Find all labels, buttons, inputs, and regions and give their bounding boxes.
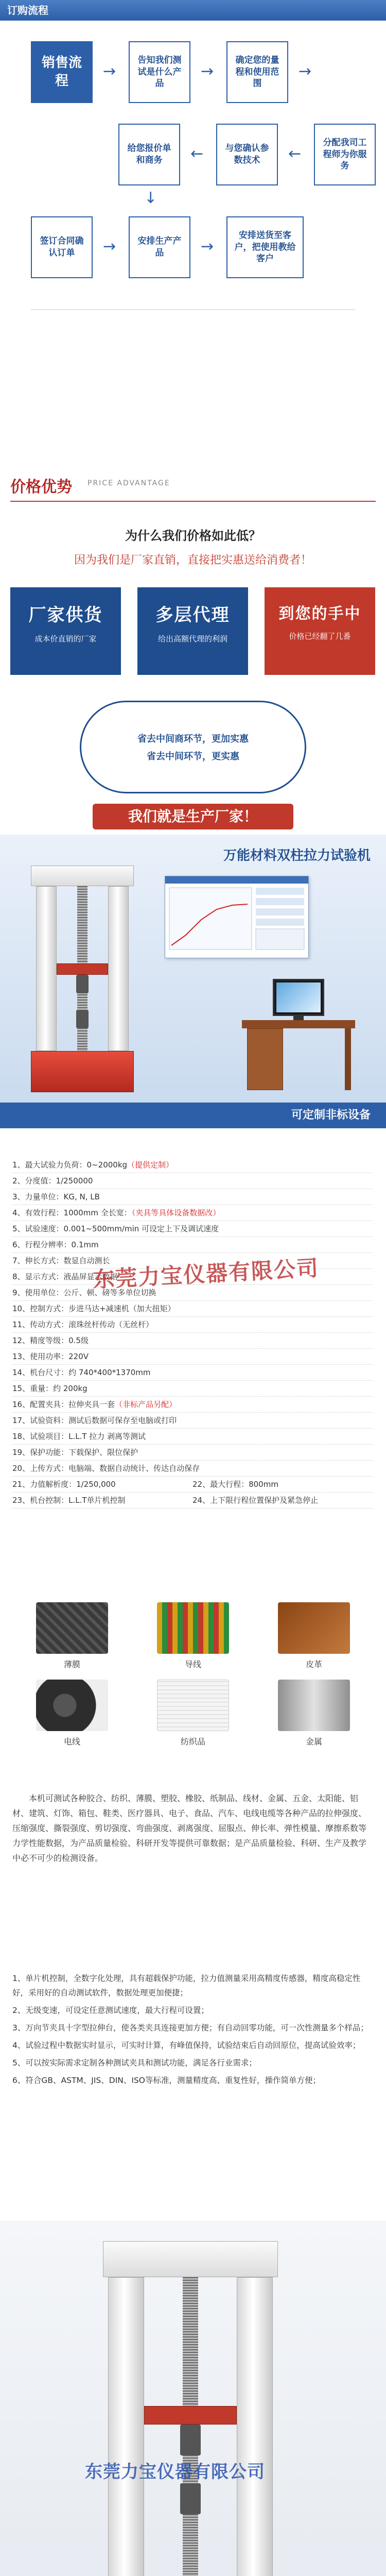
app-label: 金属 — [305, 1737, 322, 1747]
price-card-title: 厂家供货 — [28, 605, 103, 625]
flow-step-5: 与您确认参数技术 — [216, 124, 278, 185]
spec-item: 2、分度值：1/250000 — [12, 1173, 373, 1189]
features-section — [0, 1942, 386, 2190]
price-card-factory — [10, 587, 121, 675]
film-image — [36, 1602, 108, 1654]
flow-step-2: 告知我们测试是什么产品 — [129, 41, 190, 103]
flow-arrow-right-icon: → — [299, 62, 312, 80]
spec-item: 20、上传方式：电脑端、数据自动统计、传达自动保存 — [12, 1461, 373, 1477]
flow-arrow-down-icon: ↓ — [144, 189, 157, 207]
app-label: 薄膜 — [63, 1659, 80, 1669]
hero-title: 万能材料双柱拉力试验机 — [223, 848, 371, 863]
flow-step-9: 安排送货至客户，把使用教给客户 — [226, 216, 304, 278]
spec-item: 7、伸长方式：数显自动测长 — [12, 1253, 373, 1269]
price-card-text: 成本价直销的厂家 — [34, 634, 97, 643]
computer-desk-image — [242, 958, 355, 1072]
spec-item-pair: 21、力值解析度：1/250,000 22、最大行程：800mm — [12, 1477, 373, 1493]
price-advantage-subtitle: PRICE ADVANTAGE — [87, 479, 170, 487]
features-list — [12, 1971, 373, 2091]
hero-custom-bar: 可定制非标设备 — [0, 1103, 386, 1128]
software-screenshot — [165, 876, 309, 958]
flow-arrow-right-icon: → — [103, 238, 116, 256]
app-item-film — [31, 1602, 113, 1674]
flow-arrow-right-icon: → — [201, 62, 214, 80]
tensile-machine-image — [31, 866, 134, 1092]
spec-item: 4、有效行程：1000mm 全长宽：（夹具等具体设备数据改） — [12, 1205, 373, 1221]
spec-item: 14、机台尺寸：约 740*400*1370mm — [12, 1365, 373, 1381]
app-item-textile — [152, 1680, 234, 1752]
feature-item: 2、无级变速，可设定任意测试速度，最大行程可设置； — [12, 2006, 209, 2015]
spec-item: 19、保护功能：下载保护、限位保护 — [12, 1445, 373, 1461]
price-question: 为什么我们价格如此低？ — [125, 529, 261, 543]
spec-item: 8、显示方式：液晶屏显示数据 — [12, 1269, 373, 1285]
feature-item: 6、符合GB、ASTM、JIS、DIN、ISO等标准，测量精度高、重复性好，操作简单方便； — [12, 2076, 321, 2085]
price-circle-line: 省去中间商环节，更加实惠 — [137, 734, 249, 744]
flow-step-6: 给您报价单和商务 — [118, 124, 180, 185]
tensile-machine-image — [103, 2241, 278, 2576]
product-photo-1 — [0, 2221, 386, 2576]
app-item-cable — [31, 1680, 113, 1752]
app-item-leather — [273, 1602, 355, 1674]
flow-step-1: 销售流程 — [31, 41, 93, 103]
feature-item: 5、可以按实际需求定制各种测试夹具和测试功能，满足各行业需求； — [12, 2058, 257, 2067]
spec-item: 13、使用功率：220V — [12, 1349, 373, 1365]
order-flow-banner: 订购流程 — [0, 0, 386, 21]
spec-item: 5、试验速度：0.001~500mm/min 可设定上下及调试速度 — [12, 1221, 373, 1237]
hero-section — [0, 835, 386, 1128]
price-card-your-hands — [265, 587, 375, 675]
divider — [31, 309, 355, 310]
metal-image — [278, 1680, 350, 1731]
spec-item: 12、精度等级：0.5级 — [12, 1333, 373, 1349]
app-label: 电线 — [63, 1737, 80, 1747]
price-slogan: 我们就是生产厂家！ — [93, 804, 293, 829]
feature-item: 4、试验过程中数据实时显示，可实时计算，有峰值保持，试验结束后自动回原位，提高试验效率； — [12, 2041, 361, 2050]
textile-image — [157, 1680, 229, 1731]
feature-item: 1、单片机控制，全数字化处理，具有超载保护功能，拉力值测量采用高精度传感器，精度高稳定性好，采用好的自动测试软件，数据处理更加便捷； — [12, 1974, 361, 1997]
spec-item: 15、重量：约 200kg — [12, 1381, 373, 1397]
wire-image — [157, 1602, 229, 1654]
price-card-agents — [137, 587, 248, 675]
app-item-wire — [152, 1602, 234, 1674]
leather-image — [278, 1602, 350, 1654]
price-card-text: 价格已经翻了几番 — [289, 632, 351, 641]
usage-section — [0, 1762, 386, 1942]
price-advantage-section — [0, 464, 386, 835]
flow-step-4: 分配我司工程师为你服务 — [314, 124, 376, 185]
usage-text: 本机可测试各种胶合、纺织、薄膜、塑胶、橡胶、纸制品、线材、金属、五金、太阳能、铝材、建筑、灯饰、箱包、鞋类、医疗器具、电子、食品、汽车、电线电缆等各种产品的拉伸强度、压缩强度、撕裂强度、剪切强度、弯曲强度、剥离强度、屈服点、伸长率、弹性模量、摩擦系数等力学性能数据，为产品质量检验、科研开发等提供可靠数据；是产品质量检验、科研、生产及教学中必不可少的检测设备。 — [12, 1793, 367, 1863]
feature-item: 3、万向节夹具十字型拉伸台，使各类夹具连接更加方便；有自动回零功能，可一次性测量多个样品； — [12, 2023, 369, 2032]
flow-arrow-right-icon: → — [103, 62, 116, 80]
divider — [10, 501, 376, 502]
app-label: 导线 — [184, 1659, 201, 1669]
spec-item: 1、最大试验力负荷：0~2000kg（提供定制） — [12, 1157, 373, 1173]
price-answer: 因为我们是厂家直销，直接把实惠送给消费者！ — [74, 554, 312, 567]
app-item-metal — [273, 1680, 355, 1752]
flow-arrow-right-icon: → — [201, 238, 214, 256]
spec-item: 6、行程分辨率：0.1mm — [12, 1237, 373, 1253]
app-label: 皮革 — [305, 1659, 322, 1669]
price-card-title: 到您的手中 — [278, 605, 361, 623]
spec-item-pair: 23、机台控制：L.L.T单片机控制 24、上下限行程位置保护及紧急停止 — [12, 1493, 373, 1509]
order-flow-section — [0, 21, 386, 464]
cable-image — [36, 1680, 108, 1731]
applications-section — [0, 1571, 386, 1762]
flow-step-7: 签订合同确认订单 — [31, 216, 93, 278]
spec-item: 11、传动方式：滚珠丝杆传动（无丝杆） — [12, 1317, 373, 1333]
price-card-title: 多层代理 — [155, 605, 230, 625]
flow-step-8: 安排生产产品 — [129, 216, 190, 278]
flow-step-3: 确定您的量程和使用范围 — [226, 41, 288, 103]
price-circle-badge — [80, 701, 306, 793]
company-watermark: 东莞力宝仪器有限公司 — [92, 1255, 320, 1293]
spec-item: 18、试验项目：L.L.T 拉力 剥离等测试 — [12, 1429, 373, 1445]
spec-item: 3、力量单位：KG, N, LB — [12, 1189, 373, 1205]
price-card-text: 给出高额代理的利润 — [157, 634, 227, 643]
price-advantage-logo: 价格优势 — [10, 478, 72, 496]
spec-item: 9、使用单位：公斤、顿、磅等多单位切换 — [12, 1285, 373, 1301]
app-label: 纺织品 — [180, 1737, 205, 1747]
company-watermark: 东莞力宝仪器有限公司 — [85, 2462, 265, 2482]
specs-section — [0, 1128, 386, 1571]
spec-item: 10、控制方式：步进马达+减速机（加大扭矩） — [12, 1301, 373, 1317]
flow-arrow-left-icon: ← — [190, 145, 204, 163]
spec-item: 17、试验资料：测试后数据可保存至电脑或打印 — [12, 1413, 373, 1429]
flow-arrow-left-icon: ← — [288, 145, 302, 163]
photos-section — [0, 2190, 386, 2576]
spec-item: 16、配置夹具：拉伸夹具一套（非标产品另配） — [12, 1397, 373, 1413]
price-circle-line: 省去中间环节，更实惠 — [147, 751, 239, 762]
specs-list — [12, 1157, 373, 1509]
